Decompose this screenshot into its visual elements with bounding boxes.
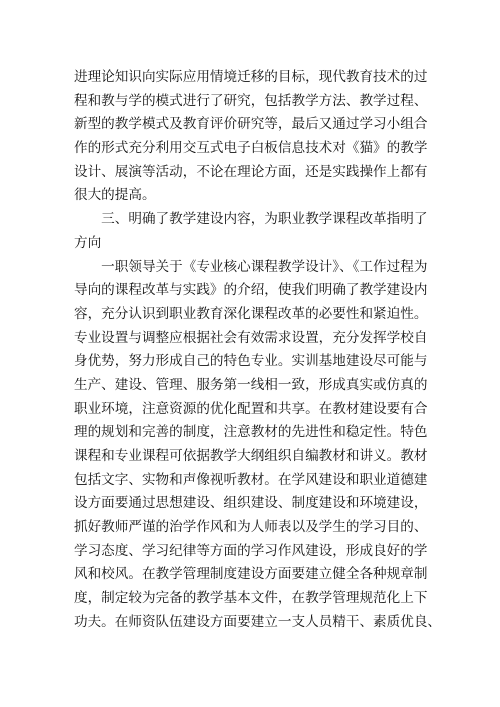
text-line: 导向的课程改革与实践》的介绍，使我们明确了教学建设内 <box>74 282 428 299</box>
text-line: 理的规划和完善的制度，注意教材的先进性和稳定性。特色 <box>74 424 428 441</box>
text-line: 专业设置与调整应根据社会有效需求设置，充分发挥学校自 <box>74 329 428 346</box>
section-heading-line: 方向 <box>74 234 102 251</box>
text-line: 进理论知识向实际应用情境迁移的目标，现代教育技术的过 <box>74 69 428 85</box>
text-line: 职业环境，注意资源的优化配置和共享。在教材建设要有合 <box>74 400 428 417</box>
text-line: 功夫。在师资队伍建设方面要建立一支人员精干、素质优良、 <box>74 613 442 630</box>
text-line: 一职领导关于《专业核心课程教学设计》、《工作过程为 <box>74 258 428 275</box>
text-line: 很大的提高。 <box>74 187 156 204</box>
text-line: 容，充分认识到职业教育深化课程改革的必要性和紧迫性。 <box>74 305 428 322</box>
text-line: 包括文字、实物和声像视听教材。在学风建设和职业道德建 <box>74 471 428 488</box>
text-line: 风和校风。在教学管理制度建设方面要建立健全各种规章制 <box>74 566 428 583</box>
text-line: 程和教与学的模式进行了研究，包括教学方法、教学过程、 <box>74 92 428 109</box>
text-line: 新型的教学模式及教育评价研究等，最后又通过学习小组合 <box>74 116 428 133</box>
text-line: 生产、建设、管理、服务第一线相一致，形成真实或仿真的 <box>74 376 428 393</box>
text-line: 身优势，努力形成自己的特色专业。实训基地建设尽可能与 <box>74 353 428 370</box>
body-text <box>74 66 442 635</box>
text-line: 课程和专业课程可依据教学大纲组织自编教材和讲义。教材 <box>74 448 428 464</box>
text-line: 作的形式充分利用交互式电子白板信息技术对《猫》的教学 <box>74 140 428 157</box>
section-heading-line: 三、明确了教学建设内容，为职业教学课程改革指明了 <box>74 211 428 228</box>
text-line: 度，制定较为完备的教学基本文件，在教学管理规范化上下 <box>74 590 428 607</box>
text-line: 抓好教师严谨的治学作风和为人师表以及学生的学习目的、 <box>74 519 428 536</box>
text-line: 设计、展演等活动，不论在理论方面，还是实践操作上都有 <box>74 163 428 180</box>
text-line: 设方面要通过思想建设、组织建设、制度建设和环境建设， <box>74 495 428 512</box>
text-line: 学习态度、学习纪律等方面的学习作风建设，形成良好的学 <box>74 542 428 559</box>
